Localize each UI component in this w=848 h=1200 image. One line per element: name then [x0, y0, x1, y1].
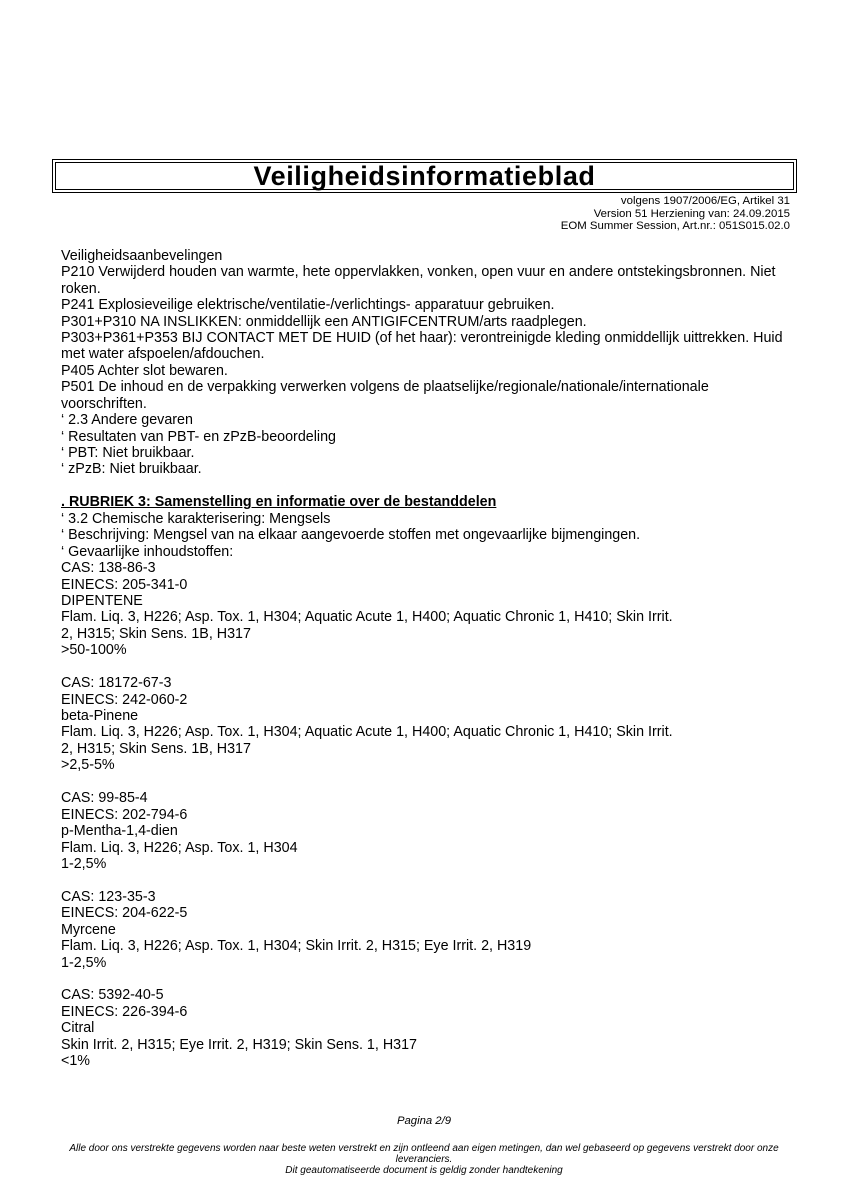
- ingredient-cas: CAS: 138-86-3: [61, 560, 156, 577]
- precautionary-line: P210 Verwijderd houden van warmte, hete oppervlakken, vonken, open vuur en andere ontstekingsbronnen. Niet: [61, 264, 776, 281]
- ingredient-concentration: >2,5-5%: [61, 757, 115, 774]
- ingredient-name: Myrcene: [61, 921, 116, 938]
- mixture-description: ‘ Beschrijving: Mengsel van na elkaar aangevoerde stoffen met ongevaarlijke bijmengingen.: [61, 527, 641, 544]
- ingredient-einecs: EINECS: 204-622-5: [61, 905, 188, 922]
- version-info: Version 51 Herziening van: 24.09.2015: [593, 207, 790, 220]
- regulation-reference: volgens 1907/2006/EG, Artikel 31: [620, 195, 790, 207]
- precautionary-statements: [61, 248, 783, 412]
- disclaimer-line: leveranciers.: [395, 1153, 453, 1165]
- precautionary-line: roken.: [61, 280, 101, 297]
- title-box-inner: [55, 162, 794, 190]
- ingredient-name: Citral: [61, 1020, 95, 1037]
- ingredient-einecs: EINECS: 242-060-2: [61, 691, 188, 708]
- precautionary-line: P501 De inhoud en de verpakking verwerken volgens de plaatselijke/regionale/nationale/internationale: [61, 379, 709, 396]
- page-number: Pagina 2/9: [396, 1114, 452, 1127]
- header-meta: [561, 195, 790, 233]
- ingredient-classification: 2, H315; Skin Sens. 1B, H317: [61, 625, 251, 642]
- precautionary-line: met water afspoelen/afdouchen.: [61, 346, 265, 363]
- pbt-result: ‘ PBT: Niet bruikbaar.: [61, 445, 195, 462]
- disclaimer-line: Dit geautomatiseerde document is geldig zonder handtekening: [285, 1164, 563, 1176]
- precautionary-line: P301+P310 NA INSLIKKEN: onmiddellijk een ANTIGIFCENTRUM/arts raadplegen.: [61, 313, 587, 330]
- ingredient-classification: Flam. Liq. 3, H226; Asp. Tox. 1, H304; Skin Irrit. 2, H315; Eye Irrit. 2, H319: [61, 938, 532, 955]
- other-hazards: [61, 412, 783, 478]
- ingredient-einecs: EINECS: 226-394-6: [61, 1003, 188, 1020]
- title-box: [52, 159, 797, 193]
- ingredient-classification: Flam. Liq. 3, H226; Asp. Tox. 1, H304: [61, 839, 298, 856]
- ingredient-name: beta-Pinene: [61, 708, 139, 725]
- ingredient-cas: CAS: 5392-40-5: [61, 987, 164, 1004]
- ingredient-classification: 2, H315; Skin Sens. 1B, H317: [61, 740, 251, 757]
- document-title: Veiligheidsinformatieblad: [253, 161, 596, 191]
- ingredient-entry: [61, 987, 783, 1069]
- precautionary-line: P241 Explosieveilige elektrische/ventilatie-/verlichtings- apparatuur gebruiken.: [61, 297, 555, 314]
- chemical-characterisation: ‘ 3.2 Chemische karakterisering: Mengsels: [61, 510, 331, 527]
- pbt-assessment-heading: ‘ Resultaten van PBT- en zPzB-beoordeling: [61, 428, 336, 445]
- ingredient-cas: CAS: 99-85-4: [61, 790, 148, 807]
- vpvb-result: ‘ zPzB: Niet bruikbaar.: [61, 461, 202, 478]
- ingredient-concentration: <1%: [61, 1053, 91, 1070]
- product-info: EOM Summer Session, Art.nr.: 051S015.02.0: [560, 220, 790, 232]
- ingredient-concentration: >50-100%: [61, 642, 127, 659]
- ingredient-entry: [61, 675, 783, 774]
- precautionary-heading: Veiligheidsaanbevelingen: [61, 247, 223, 264]
- ingredient-concentration: 1-2,5%: [61, 855, 107, 872]
- ingredient-name: p-Mentha-1,4-dien: [61, 823, 178, 840]
- ingredient-classification: Flam. Liq. 3, H226; Asp. Tox. 1, H304; Aquatic Acute 1, H400; Aquatic Chronic 1, H410; Skin Irrit.: [61, 609, 673, 626]
- ingredient-concentration: 1-2,5%: [61, 954, 107, 971]
- hazardous-ingredients-heading: ‘ Gevaarlijke inhoudstoffen:: [61, 543, 234, 560]
- other-hazards-heading: ‘ 2.3 Andere gevaren: [61, 412, 193, 429]
- ingredient-entry: [61, 790, 783, 872]
- ingredient-cas: CAS: 18172-67-3: [61, 675, 172, 692]
- ingredient-entry: [61, 560, 783, 659]
- ingredient-entry: [61, 889, 783, 971]
- section-3-heading: . RUBRIEK 3: Samenstelling en informatie over de bestanddelen: [61, 494, 497, 511]
- ingredient-einecs: EINECS: 205-341-0: [61, 576, 188, 593]
- ingredient-classification: Flam. Liq. 3, H226; Asp. Tox. 1, H304; Aquatic Acute 1, H400; Aquatic Chronic 1, H410; Skin Irrit.: [61, 724, 673, 741]
- precautionary-line: P303+P361+P353 BIJ CONTACT MET DE HUID (of het haar): verontreinigde kleding onmiddellijk uittrekken. Huid: [61, 329, 783, 346]
- ingredient-classification: Skin Irrit. 2, H315; Eye Irrit. 2, H319; Skin Sens. 1, H317: [61, 1036, 417, 1053]
- ingredient-einecs: EINECS: 202-794-6: [61, 806, 188, 823]
- ingredient-name: DIPENTENE: [61, 592, 143, 609]
- footer-disclaimer: [0, 1143, 848, 1176]
- precautionary-line: voorschriften.: [61, 395, 147, 412]
- precautionary-line: P405 Achter slot bewaren.: [61, 362, 228, 379]
- document-body: [61, 248, 783, 1070]
- ingredient-cas: CAS: 123-35-3: [61, 888, 156, 905]
- section-3-composition: [61, 494, 783, 1069]
- disclaimer-line: Alle door ons verstrekte gegevens worden naar beste weten verstrekt en zijn ontleend aan eigen metingen, dan wel gebaseerd op gegevens verstrekt door onze: [69, 1142, 779, 1154]
